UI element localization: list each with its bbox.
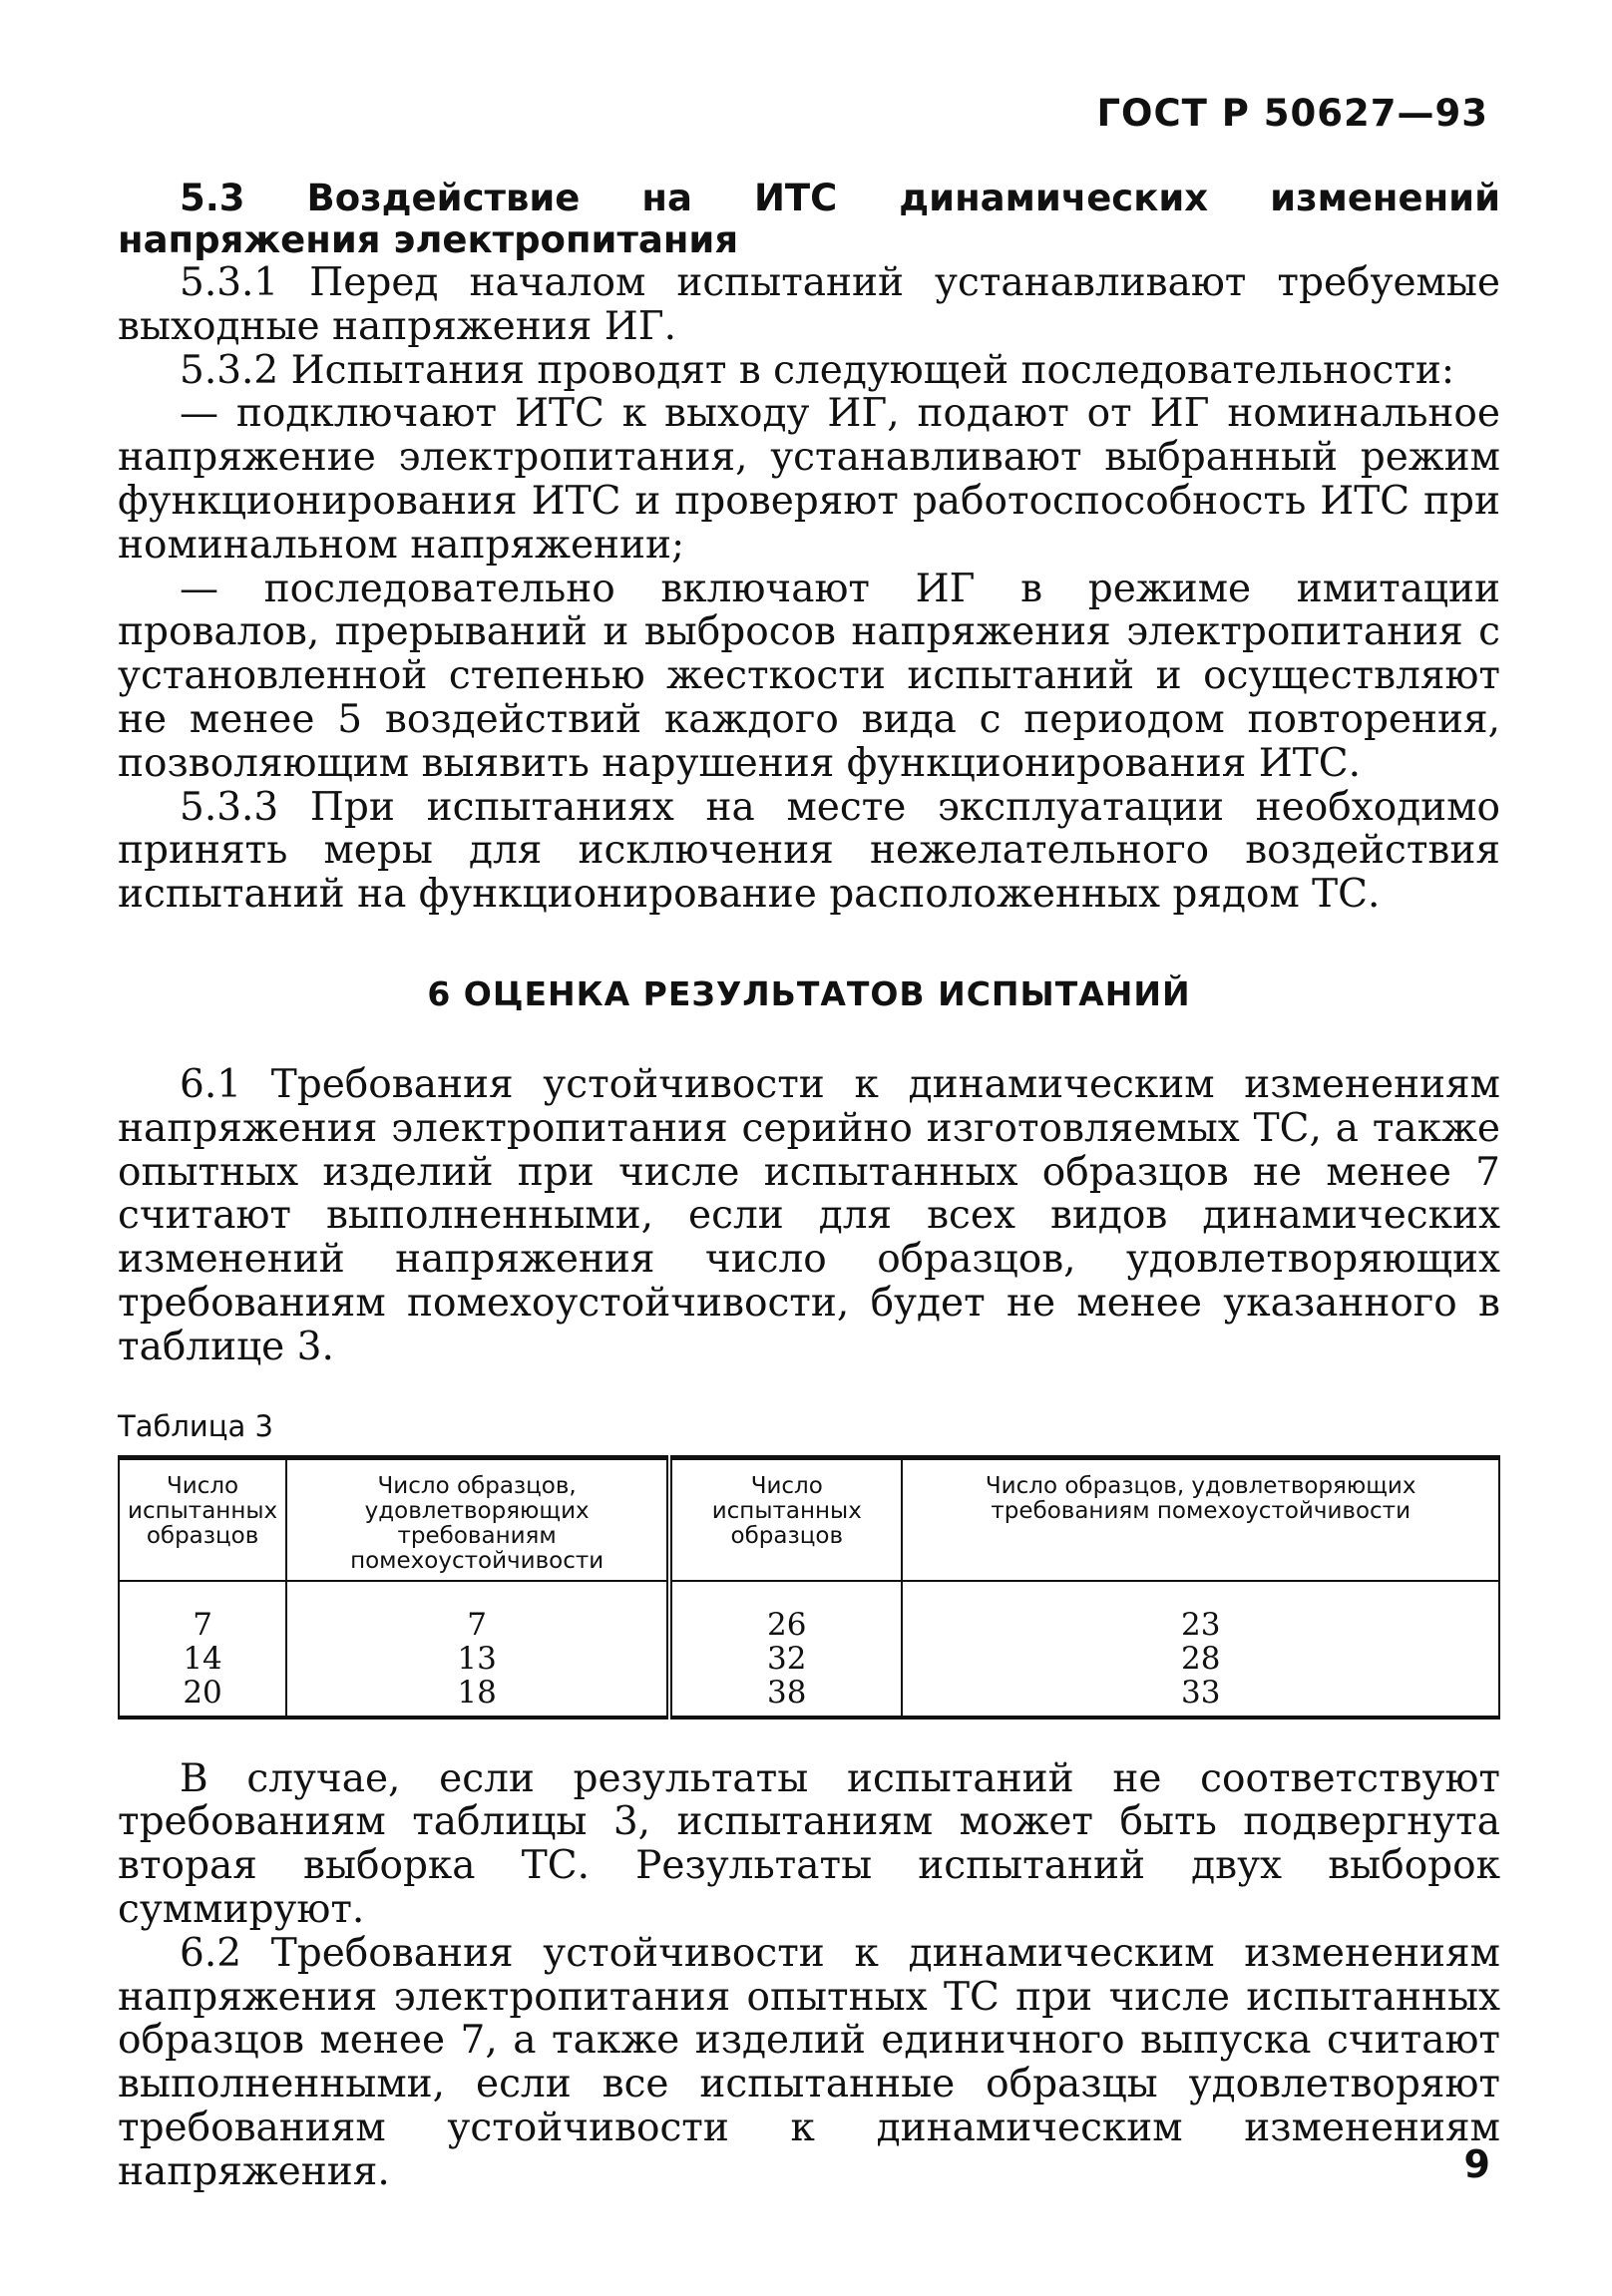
- table-cell: 14: [119, 1642, 286, 1676]
- page-number: 9: [1463, 2142, 1490, 2186]
- table-cell: 18: [286, 1676, 669, 1718]
- table-cell: 26: [669, 1608, 902, 1642]
- document-id-header: ГОСТ Р 50627—93: [1096, 92, 1488, 135]
- paragraph-5-3-3: 5.3.3 При испытаниях на месте эксплуатации необходимо принять меры для исключения нежелательного воздействия испытаний на функционирование расположенных рядом ТС.: [118, 784, 1500, 918]
- table-header-row: [119, 1457, 1499, 1581]
- paragraph-6-2: 6.2 Требования устойчивости к динамическим изменениям напряжения электропитания опытных ТС при числе испытанных образцов менее 7, а также изделий единичного выпуска считают выполненными, если все испытанные образцы удовлетворяют требованиям устойчивости к динамическим изменениям напряжения.: [118, 1930, 1500, 2194]
- section-6-title: 6 ОЦЕНКА РЕЗУЛЬТАТОВ ИСПЫТАНИЙ: [427, 973, 1191, 1013]
- col-header-tested-2: Число испытанных образцов: [669, 1457, 902, 1581]
- paragraph-5-3-2: 5.3.2 Испытания проводят в следующей последовательности:: [180, 347, 1455, 393]
- table-row: [119, 1608, 1499, 1642]
- table-cell: 32: [669, 1642, 902, 1676]
- table-caption: Таблица 3: [118, 1408, 273, 1443]
- table-cell: 28: [902, 1642, 1499, 1676]
- table-cell: 7: [119, 1608, 286, 1642]
- table-row: [119, 1642, 1499, 1676]
- table-spacer-row: [119, 1581, 1499, 1608]
- table-cell: 23: [902, 1608, 1499, 1642]
- paragraph-after-table: В случае, если результаты испытаний не соответствуют требованиям таблицы 3, испытаниям может быть подвергнута вторая выборка ТС. Результаты испытаний двух выборок суммируют.: [118, 1755, 1500, 1932]
- table-cell: 13: [286, 1642, 669, 1676]
- table-cell: 20: [119, 1676, 286, 1718]
- dash-item-2: — последовательно включают ИГ в режиме имитации провалов, прерываний и выбросов напряжения электропитания с установленной степенью жесткости испытаний и осуществляют не менее 5 воздействий каждого вида с периодом повторения, позволяющим выявить нарушения функционирования ИТС.: [118, 566, 1500, 786]
- paragraph-6-1: 6.1 Требования устойчивости к динамическим изменениям напряжения электропитания серийно изготовляемых ТС, а также опытных изделий при числе испытанных образцов не менее 7 считают выполненными, если для всех видов динамических изменений напряжения число образцов, удовлетворяющих требованиям помехоустойчивости, будет не менее указанного в таблице 3.: [118, 1061, 1500, 1369]
- col-header-tested-1: Число испытанных образцов: [119, 1457, 286, 1581]
- col-header-passed-2: Число образцов, удовлетворяющих требованиям помехоустойчивости: [902, 1457, 1499, 1581]
- table-row: [119, 1676, 1499, 1718]
- table-cell: 7: [286, 1608, 669, 1642]
- section-5-3-title: 5.3 Воздействие на ИТС динамических изменений напряжения электропитания: [118, 177, 1500, 261]
- table-cell: 33: [902, 1676, 1499, 1718]
- dash-item-1: — подключают ИТС к выходу ИГ, подают от ИГ номинальное напряжение электропитания, устанавливают выбранный режим функционирования ИТС и проверяют работоспособность ИТС при номинальном напряжении;: [118, 391, 1500, 568]
- col-header-passed-1: Число образцов, удовлетворяющих требованиям помехоустойчивости: [286, 1457, 669, 1581]
- table-3: [118, 1455, 1500, 1720]
- paragraph-5-3-1: 5.3.1 Перед началом испытаний устанавливают требуемые выходные напряжения ИГ.: [118, 260, 1500, 349]
- page-content: [118, 178, 1500, 2194]
- table-cell: 38: [669, 1676, 902, 1718]
